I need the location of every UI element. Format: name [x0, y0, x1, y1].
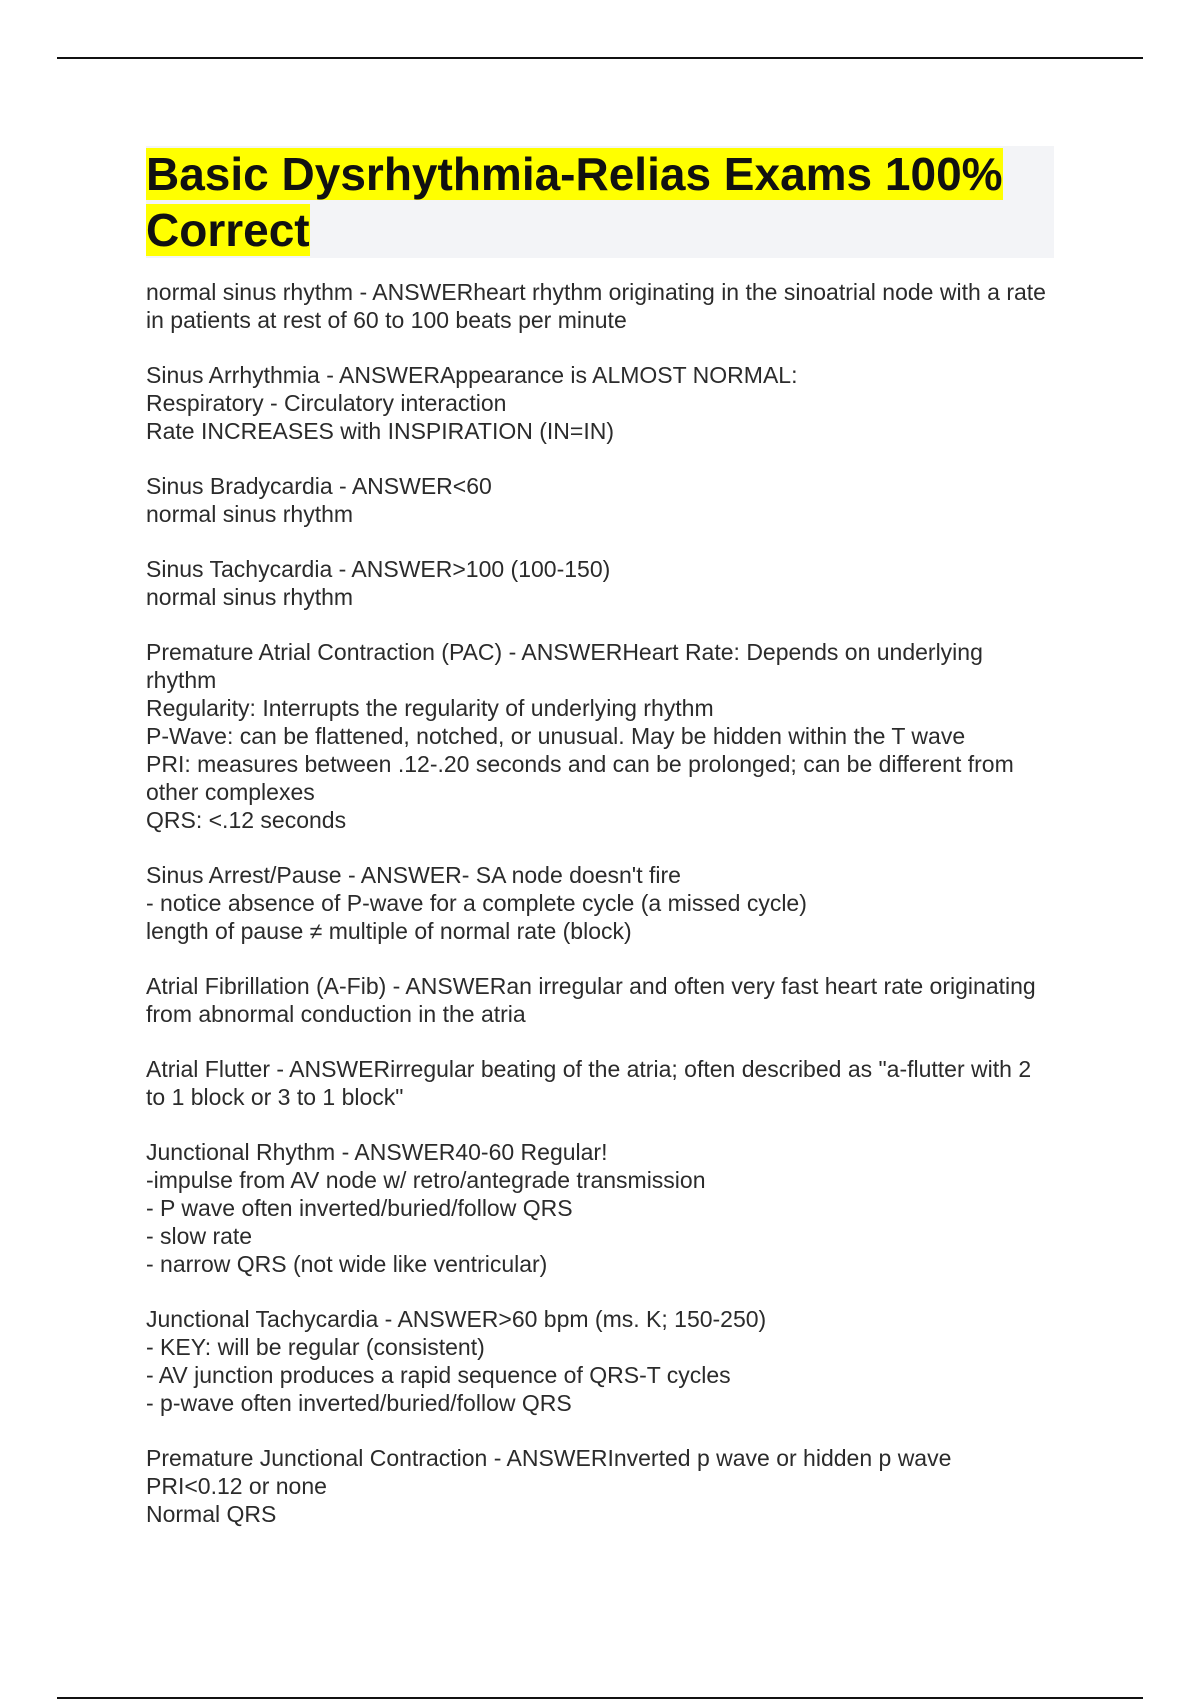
entry-list — [146, 278, 1056, 1528]
qa-term-answer: Junctional Rhythm - ANSWER40-60 Regular! — [146, 1139, 608, 1165]
qa-entry — [146, 361, 1056, 445]
qa-entry — [146, 638, 1056, 834]
qa-term-answer: Atrial Fibrillation (A-Fib) - ANSWERan irregular and often very fast heart rate originating from abnormal conduction in the atria — [146, 973, 1036, 1027]
qa-term-answer: Sinus Tachycardia - ANSWER>100 (100-150) — [146, 556, 611, 582]
bottom-divider — [57, 1697, 1143, 1699]
qa-answer-line: - slow rate — [146, 1223, 253, 1249]
qa-answer-line: -impulse from AV node w/ retro/antegrade transmission — [146, 1167, 706, 1193]
qa-term-answer: normal sinus rhythm - ANSWERheart rhythm originating in the sinoatrial node with a rate in patients at rest of 60 to 100 beats per minute — [146, 279, 1046, 333]
qa-answer-line: - notice absence of P-wave for a complete cycle (a missed cycle) — [146, 890, 807, 916]
qa-term-answer: Sinus Bradycardia - ANSWER<60 — [146, 473, 492, 499]
qa-term-answer: Sinus Arrhythmia - ANSWERAppearance is ALMOST NORMAL: — [146, 362, 798, 388]
qa-answer-line: QRS: <.12 seconds — [146, 807, 347, 833]
top-divider — [57, 57, 1143, 59]
qa-entry — [146, 472, 1056, 528]
qa-term-answer: Sinus Arrest/Pause - ANSWER- SA node doesn't fire — [146, 862, 681, 888]
qa-entry — [146, 861, 1056, 945]
qa-answer-line: - KEY: will be regular (consistent) — [146, 1334, 485, 1360]
title-block — [146, 146, 1054, 258]
qa-entry — [146, 1055, 1056, 1111]
qa-entry — [146, 555, 1056, 611]
qa-answer-line: normal sinus rhythm — [146, 584, 354, 610]
qa-answer-line: normal sinus rhythm — [146, 501, 354, 527]
qa-answer-line: - AV junction produces a rapid sequence of QRS-T cycles — [146, 1362, 731, 1388]
qa-answer-line: Respiratory - Circulatory interaction — [146, 390, 507, 416]
qa-term-answer: Premature Atrial Contraction (PAC) - ANSWERHeart Rate: Depends on underlying rhythm — [146, 639, 983, 693]
qa-entry — [146, 1305, 1056, 1417]
qa-entry — [146, 1444, 1056, 1528]
qa-entry — [146, 278, 1056, 334]
qa-answer-line: Normal QRS — [146, 1501, 277, 1527]
qa-entry — [146, 1138, 1056, 1278]
qa-term-answer: Premature Junctional Contraction - ANSWERInverted p wave or hidden p wave — [146, 1445, 952, 1471]
qa-term-answer: Atrial Flutter - ANSWERirregular beating of the atria; often described as "a-flutter with 2 to 1 block or 3 to 1 block" — [146, 1056, 1032, 1110]
qa-answer-line: PRI<0.12 or none — [146, 1473, 327, 1499]
qa-answer-line: - p-wave often inverted/buried/follow QRS — [146, 1390, 572, 1416]
qa-answer-line: - narrow QRS (not wide like ventricular) — [146, 1251, 548, 1277]
qa-term-answer: Junctional Tachycardia - ANSWER>60 bpm (ms. K; 150-250) — [146, 1306, 767, 1332]
document-body — [146, 146, 1056, 1555]
title-highlight: Basic Dysrhythmia-Relias Exams 100% Correct — [146, 148, 1003, 256]
document-title — [146, 146, 1054, 258]
qa-answer-line: - P wave often inverted/buried/follow QRS — [146, 1195, 573, 1221]
qa-answer-line: length of pause ≠ multiple of normal rate (block) — [146, 918, 632, 944]
qa-answer-line: Regularity: Interrupts the regularity of underlying rhythm — [146, 695, 714, 721]
qa-answer-line: P-Wave: can be flattened, notched, or unusual. May be hidden within the T wave — [146, 723, 966, 749]
qa-answer-line: Rate INCREASES with INSPIRATION (IN=IN) — [146, 418, 614, 444]
qa-answer-line: PRI: measures between .12-.20 seconds and can be prolonged; can be different from other complexes — [146, 751, 1014, 805]
qa-entry — [146, 972, 1056, 1028]
